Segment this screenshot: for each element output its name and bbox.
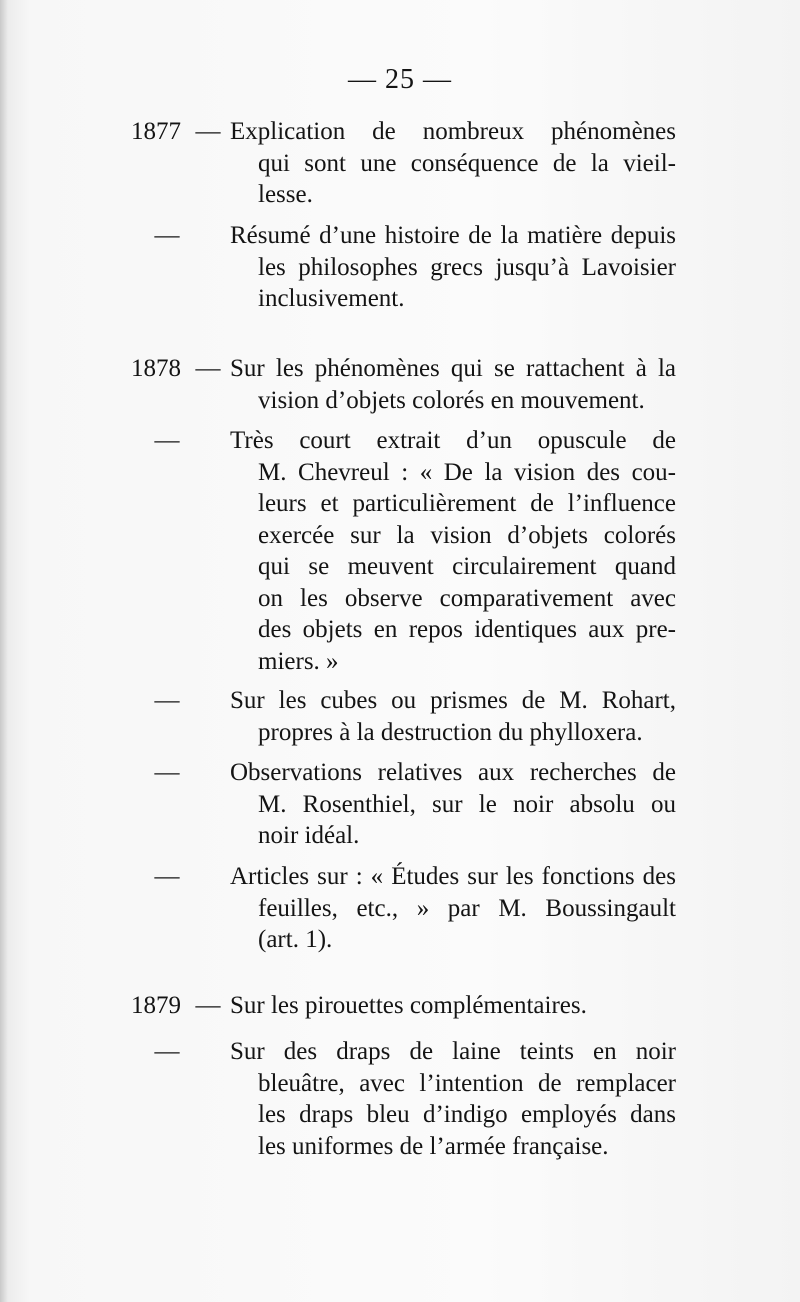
entry-line: Sur les pirouettes complémentaires.: [230, 992, 587, 1019]
bibliography-entry: [0, 990, 800, 1022]
bibliography-entry: [0, 116, 800, 211]
entry-year: 1878: [131, 355, 181, 382]
entry-line: vision d’objets colorés en mouvement.: [258, 386, 645, 414]
entry-text: [230, 425, 676, 677]
entry-line: Sur les cubes ou prismes de M. Rohart,: [230, 687, 676, 714]
entry-text: [230, 861, 676, 956]
entry-dash: —: [154, 863, 180, 890]
entry-text: [230, 990, 676, 1022]
entry-line: feuilles, etc., » par M. Boussingault: [258, 894, 676, 922]
entry-line: propres à la destruction du phylloxera.: [258, 718, 643, 746]
entry-line: noir idéal.: [258, 822, 360, 849]
entry-year: 1879: [131, 992, 181, 1019]
bibliography-entry: [0, 685, 800, 748]
entry-line: les draps bleu d’indigo employés dans: [258, 1101, 676, 1128]
entry-dash: —: [154, 687, 180, 714]
entry-line: Très court extrait d’un opuscule de: [230, 427, 676, 454]
entry-dash: —: [195, 355, 221, 382]
entry-line: lesse.: [258, 181, 313, 208]
entry-line: exercée sur la vision d’objets colorés: [258, 521, 676, 549]
entry-line: Articles sur : « Études sur les fonctions des: [230, 863, 676, 890]
entry-line: miers. »: [258, 647, 339, 675]
entry-text: [230, 757, 676, 852]
entry-dash: —: [154, 222, 180, 249]
entry-line: des objets en repos identiques aux pre-: [258, 616, 676, 643]
entry-line: on les observe comparativement avec: [258, 584, 676, 612]
bibliography-entry: [0, 353, 800, 416]
entry-text: [230, 353, 676, 416]
entry-line: leurs et particulièrement de l’influence: [258, 490, 676, 517]
entry-line: qui sont une conséquence de la vieil-: [258, 149, 676, 177]
entry-line: les uniformes de l’armée française.: [258, 1132, 609, 1160]
bibliography-entry: [0, 425, 800, 677]
entry-text: [230, 220, 676, 315]
bibliography-entry: [0, 861, 800, 956]
entry-line: M. Chevreul : « De la vision des cou-: [258, 458, 676, 486]
entry-line: Explication de nombreux phénomènes: [230, 118, 676, 145]
bibliography-entry: [0, 1036, 800, 1162]
entry-line: Sur les phénomènes qui se rattachent à la: [230, 355, 676, 382]
entry-line: qui se meuvent circulairement quand: [258, 553, 676, 580]
entry-dash: —: [195, 118, 221, 145]
entry-line: Sur des draps de laine teints en noir: [230, 1038, 676, 1065]
entry-text: [230, 685, 676, 748]
entry-dash: —: [154, 427, 180, 454]
page-number: — 25 —: [348, 64, 452, 95]
entry-dash: —: [154, 759, 180, 786]
entry-line: les philosophes grecs jusqu’à Lavoisier: [258, 253, 676, 281]
entry-text: [230, 116, 676, 211]
entry-text: [230, 1036, 676, 1162]
bibliography-entry: [0, 757, 800, 852]
entry-dash: —: [195, 992, 221, 1019]
entry-line: M. Rosenthiel, sur le noir absolu ou: [258, 790, 676, 818]
bibliography-entry: [0, 220, 800, 315]
entry-line: bleuâtre, avec l’intention de remplacer: [258, 1069, 676, 1097]
entry-dash: —: [154, 1038, 180, 1065]
entry-line: Résumé d’une histoire de la matière depuis: [230, 222, 676, 249]
entry-year: 1877: [131, 118, 181, 145]
entry-line: Observations relatives aux recherches de: [230, 759, 676, 786]
entry-line: inclusivement.: [258, 285, 405, 312]
entry-line: (art. 1).: [258, 926, 333, 953]
